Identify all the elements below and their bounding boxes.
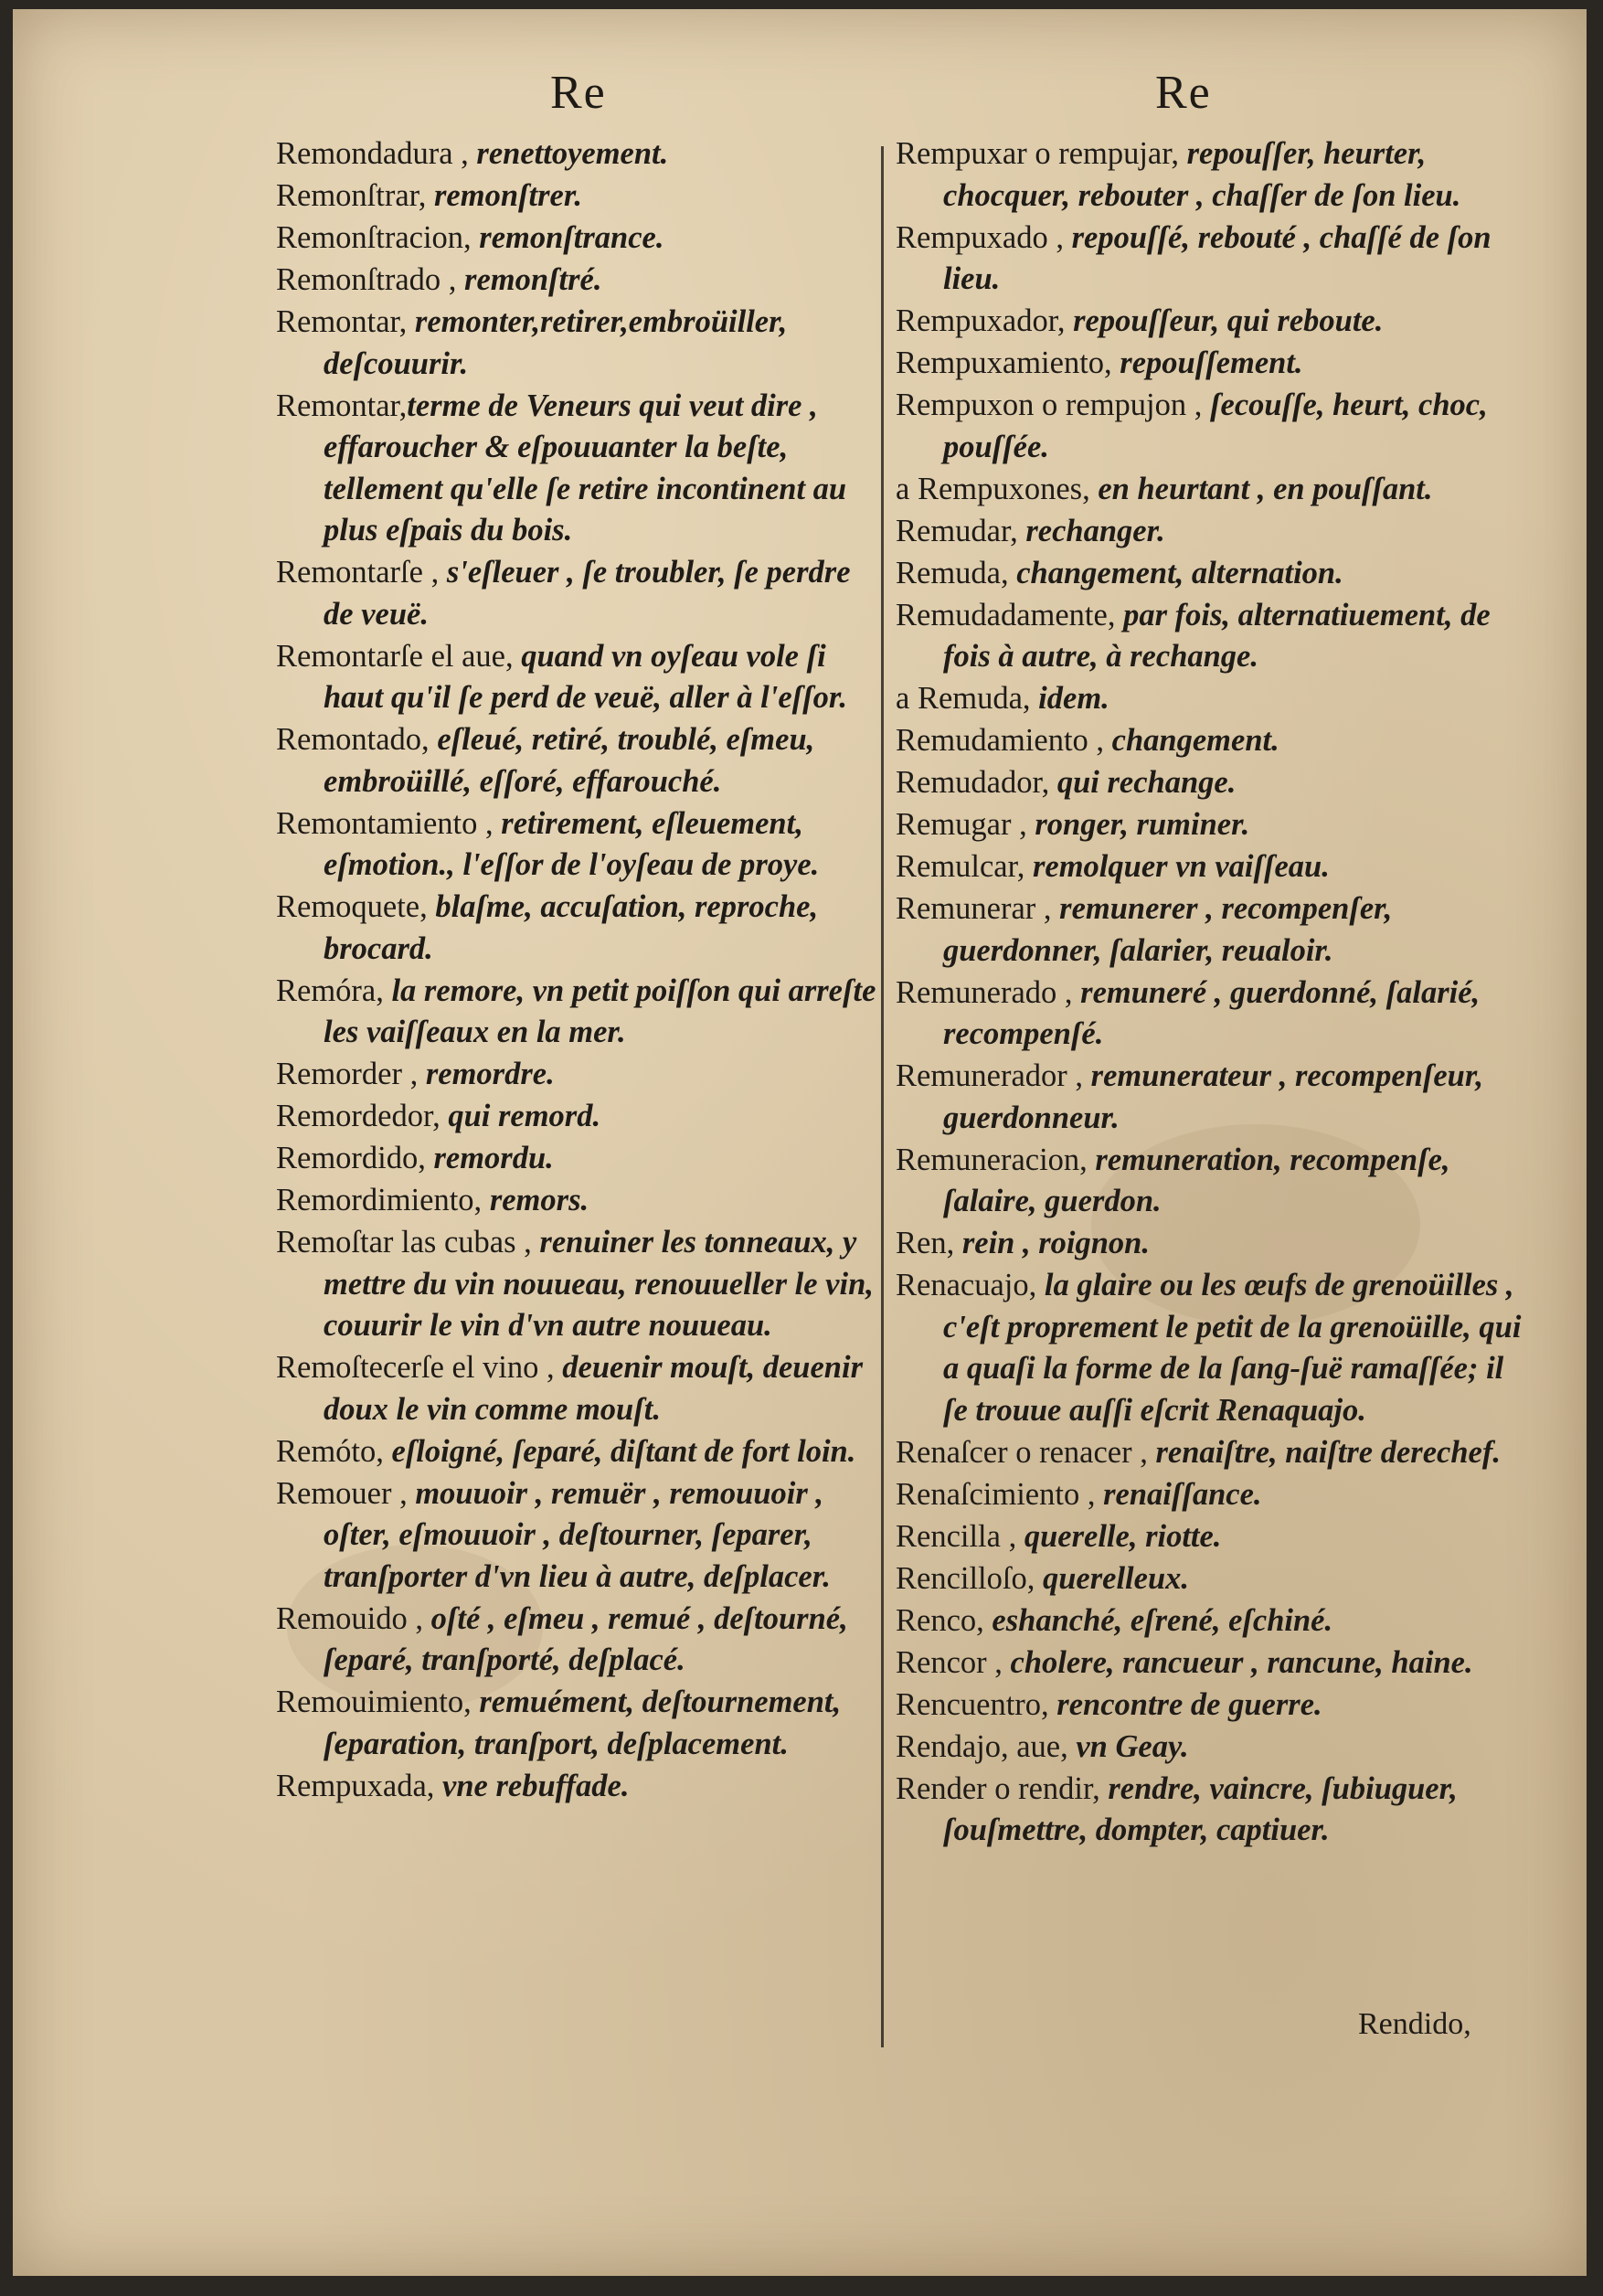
- dictionary-entry: [896, 1727, 1526, 1769]
- definition: remonſtré.: [464, 262, 602, 297]
- headword: Remorder ,: [276, 1057, 426, 1091]
- definition: remonſtrer.: [434, 178, 582, 213]
- headword: Renaſcimiento ,: [896, 1476, 1104, 1512]
- dictionary-entry: [276, 1599, 879, 1682]
- headword: Rempuxado ,: [896, 219, 1072, 255]
- dictionary-entry: [276, 386, 879, 552]
- definition: rein , roignon.: [961, 1226, 1150, 1260]
- headword: Renco,: [896, 1602, 993, 1638]
- definition: cholere, rancueur , rancune, haine.: [1010, 1644, 1473, 1680]
- headword: Remóto,: [276, 1433, 392, 1469]
- headword: Remudamiento ,: [896, 723, 1112, 758]
- definition: remunerer , recompenſer, guerdonner, ſalarier, reualoir.: [943, 891, 1393, 968]
- dictionary-entry: [896, 385, 1526, 468]
- definition: terme de Veneurs qui veut dire , effaroucher & eſpouuanter la beſte, tellement qu'elle ſe retire incontinent au plus eſpais du bois.: [324, 388, 847, 547]
- definition: remonter,retirer,embroüiller, deſcouurir.: [324, 304, 788, 381]
- dictionary-entry: [276, 719, 879, 803]
- dictionary-entry: [896, 1140, 1526, 1223]
- headword: Rempuxar o rempujar,: [896, 136, 1187, 171]
- definition: changement, alternation.: [1016, 555, 1343, 590]
- book-page: [13, 9, 1587, 2276]
- dictionary-entry: [276, 1431, 879, 1473]
- dictionary-entry: [896, 1769, 1526, 1852]
- dictionary-entry: [276, 552, 879, 635]
- definition: remuneré , guerdonné, ſalarié, recompenſé.: [943, 974, 1481, 1051]
- dictionary-entry: [276, 1473, 879, 1599]
- headword: Rencuentro,: [896, 1686, 1057, 1722]
- definition: remordu.: [433, 1141, 554, 1175]
- definition: querelle, riotte.: [1024, 1518, 1222, 1554]
- headword: Remudadamente,: [896, 597, 1124, 632]
- headword: Rempuxon o rempujon ,: [896, 388, 1211, 422]
- definition: qui remord.: [448, 1099, 601, 1133]
- dictionary-entry: [896, 595, 1526, 678]
- headword: Ren,: [896, 1226, 962, 1260]
- dictionary-entry: [896, 553, 1526, 595]
- definition: oſté , eſmeu , remué , deſtourné, ſeparé, tranſporté, deſplacé.: [324, 1600, 848, 1677]
- headword: Remontarſe ,: [276, 555, 447, 590]
- dictionary-entry: [896, 973, 1526, 1056]
- definition: ronger, ruminer.: [1035, 807, 1250, 842]
- headword: a Rempuxones,: [896, 471, 1099, 506]
- definition: remordre.: [425, 1057, 555, 1091]
- definition: vne rebuffade.: [442, 1768, 630, 1803]
- definition: remors.: [489, 1183, 589, 1217]
- dictionary-entry: [896, 1516, 1526, 1558]
- definition: la remore, vn petit poiſſon qui arreſte les vaiſſeaux en la mer.: [324, 973, 876, 1049]
- definition: rechanger.: [1025, 513, 1165, 548]
- definition: ſecouſſe, heurt, choc, pouſſée.: [943, 388, 1488, 464]
- headword: Remoſtecerſe el vino ,: [276, 1350, 563, 1385]
- definition: repouſſement.: [1120, 345, 1303, 380]
- dictionary-entry: [276, 302, 879, 385]
- definition: par fois, alternatiuement, de fois à autre, à rechange.: [943, 597, 1491, 674]
- dictionary-entry: [276, 1138, 879, 1180]
- dictionary-entry: [896, 1600, 1526, 1642]
- dictionary-entry: [276, 636, 879, 719]
- headword: Remontar,: [276, 388, 408, 423]
- headword: Remunerador ,: [896, 1058, 1091, 1093]
- headword: Remóra,: [276, 973, 392, 1008]
- headword: Remugar ,: [896, 807, 1035, 842]
- headword: Render o rendir,: [896, 1770, 1109, 1806]
- definition: repouſſeur, qui reboute.: [1073, 303, 1384, 338]
- right-column: [896, 133, 1526, 1852]
- definition: mouuoir , remuër , remouuoir , oſter, eſmouuoir , deſtourner, ſeparer, tranſporter d'vn lieu à autre, deſplacer.: [324, 1475, 831, 1594]
- definition: blaſme, accuſation, reproche, brocard.: [324, 889, 819, 966]
- dictionary-entry: [896, 1685, 1526, 1727]
- definition: querelleux.: [1042, 1560, 1190, 1596]
- dictionary-entry: [896, 678, 1526, 720]
- definition: retirement, eſleuement, eſmotion., l'eſſor de l'oyſeau de proye.: [324, 805, 820, 882]
- headword: Remontar,: [276, 304, 415, 339]
- definition: deuenir mouſt, deuenir doux le vin comme mouſt.: [324, 1350, 864, 1427]
- headword: Remulcar,: [896, 849, 1033, 884]
- definition: la glaire ou les œufs de grenoüilles , c'eſt proprement le petit de la grenoüille, qui a quaſi la forme de la ſang-ſuë ramaſſée; il ſe trouue auſſi eſcrit Renaquajo.: [943, 1268, 1522, 1428]
- dictionary-entry: [896, 1265, 1526, 1431]
- left-column: [276, 133, 879, 1808]
- dictionary-entry: [896, 846, 1526, 888]
- dictionary-entry: [276, 1180, 879, 1222]
- definition: repouſſer, heurter, chocquer, rebouter , chaſſer de ſon lieu.: [943, 136, 1461, 213]
- dictionary-entry: [896, 301, 1526, 343]
- dictionary-entry: [896, 804, 1526, 846]
- dictionary-entry: [896, 888, 1526, 972]
- dictionary-entry: [896, 720, 1526, 762]
- dictionary-entry: [276, 133, 879, 175]
- headword: Remontado,: [276, 722, 438, 757]
- definition: eſleué, retiré, troublé, eſmeu, embroüillé, eſſoré, effarouché.: [324, 722, 815, 799]
- dictionary-entry: [276, 1682, 879, 1765]
- definition: vn Geay.: [1076, 1728, 1189, 1764]
- headword: Rendajo, aue,: [896, 1728, 1077, 1764]
- dictionary-entry: [896, 1432, 1526, 1474]
- dictionary-entry: [896, 762, 1526, 804]
- running-header-right: Re: [1155, 67, 1212, 119]
- dictionary-entry: [276, 887, 879, 970]
- dictionary-entry: [276, 1347, 879, 1430]
- dictionary-entry: [896, 1558, 1526, 1600]
- headword: Rempuxador,: [896, 303, 1074, 338]
- definition: remonſtrance.: [479, 220, 664, 255]
- definition: quand vn oyſeau vole ſi haut qu'il ſe perd de veuë, aller à l'eſſor.: [324, 638, 848, 715]
- headword: Remunerar ,: [896, 891, 1060, 926]
- dictionary-entry: [896, 1642, 1526, 1685]
- dictionary-entry: [896, 1223, 1526, 1265]
- headword: Remoquete,: [276, 889, 436, 924]
- definition: en heurtant , en pouſſant.: [1098, 471, 1433, 506]
- definition: renuiner les tonneaux, y mettre du vin nouueau, renouueller le vin, couurir le vin d'vn autre nouueau.: [324, 1225, 874, 1343]
- dictionary-entry: [896, 343, 1526, 385]
- headword: Remonſtrar,: [276, 178, 434, 213]
- headword: Remouer ,: [276, 1475, 416, 1511]
- headword: Remordido,: [276, 1141, 434, 1175]
- dictionary-entry: [896, 469, 1526, 511]
- dictionary-entry: [896, 1474, 1526, 1516]
- dictionary-entry: [276, 260, 879, 302]
- dictionary-entry: [896, 218, 1526, 301]
- definition: remunerateur , recompenſeur, guerdonneur.: [943, 1058, 1483, 1135]
- headword: Remontarſe el aue,: [276, 638, 522, 674]
- dictionary-entry: [276, 1054, 879, 1096]
- headword: Remouido ,: [276, 1600, 431, 1636]
- headword: Rencilla ,: [896, 1518, 1024, 1554]
- headword: Remonſtrado ,: [276, 262, 465, 297]
- headword: Remunerado ,: [896, 974, 1081, 1010]
- headword: Rencor ,: [896, 1644, 1011, 1680]
- headword: Remudar,: [896, 513, 1026, 548]
- definition: remuneration, recompenſe, ſalaire, guerdon.: [943, 1142, 1450, 1218]
- headword: Rempuxamiento,: [896, 345, 1120, 380]
- definition: renaiſſance.: [1103, 1476, 1262, 1512]
- definition: remuément, deſtournement, ſeparation, tranſport, deſplacement.: [324, 1685, 842, 1761]
- headword: Remondadura ,: [276, 136, 477, 171]
- headword: Remontamiento ,: [276, 805, 502, 841]
- dictionary-entry: [276, 803, 879, 887]
- dictionary-entry: [896, 1056, 1526, 1139]
- headword: Remonſtracion,: [276, 220, 480, 255]
- dictionary-entry: [896, 133, 1526, 217]
- definition: renaiſtre, naiſtre derechef.: [1155, 1434, 1501, 1470]
- headword: Remoſtar las cubas ,: [276, 1225, 540, 1260]
- definition: changement.: [1111, 723, 1279, 758]
- dictionary-entry: [276, 1096, 879, 1138]
- dictionary-entry: [276, 175, 879, 218]
- headword: Rencilloſo,: [896, 1560, 1043, 1596]
- headword: a Remuda,: [896, 681, 1039, 716]
- definition: rendre, vaincre, ſubiuguer, ſouſmettre, dompter, captiuer.: [943, 1770, 1458, 1847]
- headword: Remudador,: [896, 765, 1057, 800]
- dictionary-entry: [276, 1222, 879, 1347]
- definition: rencontre de guerre.: [1056, 1686, 1322, 1722]
- running-header-left: Re: [550, 67, 607, 119]
- definition: idem.: [1038, 681, 1109, 716]
- dictionary-entry: [896, 511, 1526, 553]
- dictionary-entry: [276, 218, 879, 260]
- definition: qui rechange.: [1056, 765, 1237, 800]
- definition: renettoyement.: [476, 136, 669, 171]
- column-rule: [881, 146, 884, 2047]
- headword: Renacuajo,: [896, 1268, 1045, 1302]
- headword: Remordedor,: [276, 1099, 449, 1133]
- headword: Rempuxada,: [276, 1768, 443, 1803]
- definition: repouſſé, rebouté , chaſſé de ſon lieu.: [943, 219, 1492, 296]
- headword: Remouimiento,: [276, 1685, 480, 1719]
- definition: eſloigné, ſeparé, diſtant de fort loin.: [391, 1433, 856, 1469]
- headword: Remuda,: [896, 555, 1017, 590]
- catchword: Rendido,: [1358, 2007, 1471, 2041]
- dictionary-entry: [276, 971, 879, 1054]
- dictionary-entry: [276, 1766, 879, 1808]
- definition: s'eſleuer , ſe troubler, ſe perdre de veuë.: [324, 555, 851, 632]
- definition: eshanché, eſrené, eſchiné.: [992, 1602, 1333, 1638]
- headword: Remordimiento,: [276, 1183, 490, 1217]
- definition: remolquer vn vaiſſeau.: [1032, 849, 1330, 884]
- headword: Renaſcer o renacer ,: [896, 1434, 1156, 1470]
- headword: Remuneracion,: [896, 1142, 1096, 1177]
